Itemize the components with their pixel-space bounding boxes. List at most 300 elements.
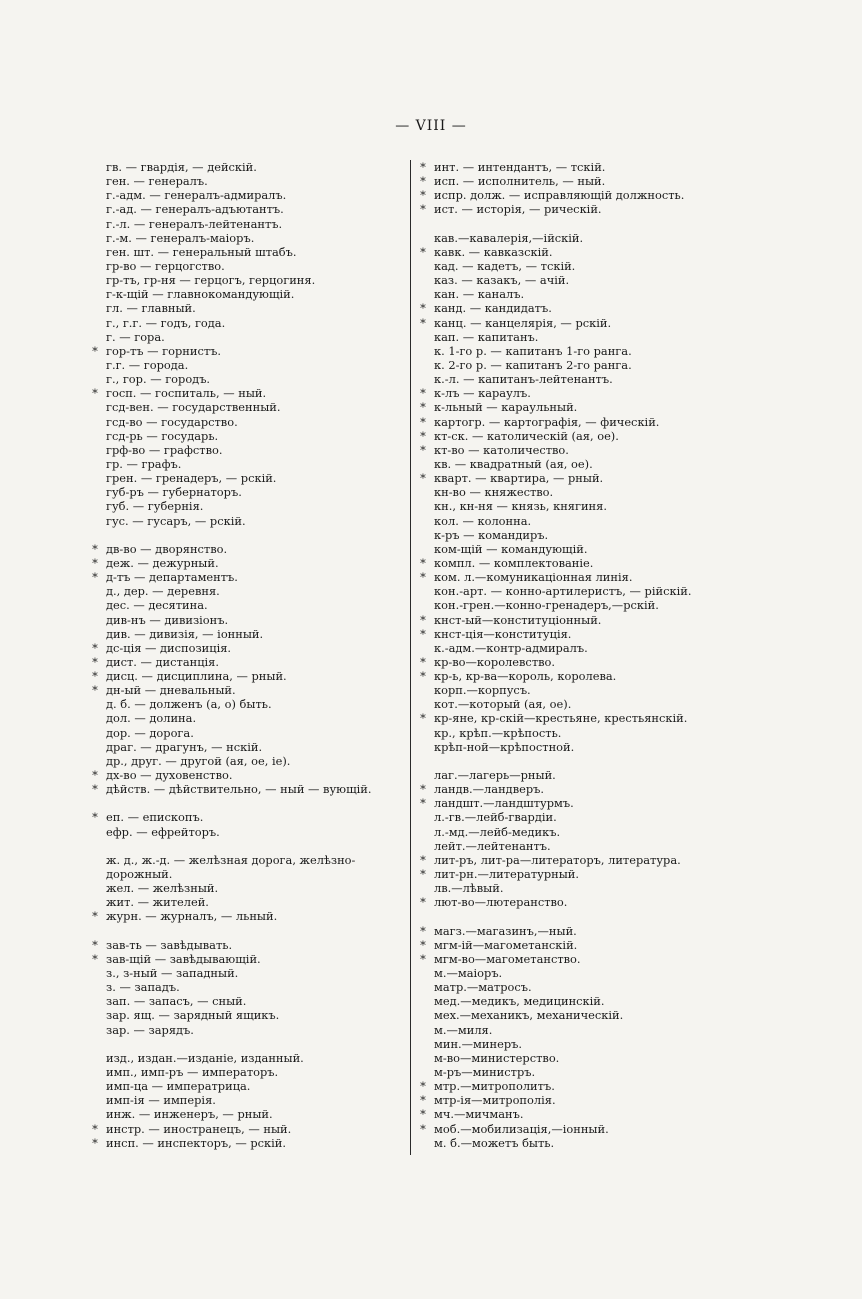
asterisk-marker: * bbox=[92, 909, 98, 924]
entry-text: ген. шт. — генеральный штабъ. bbox=[106, 244, 297, 259]
asterisk-marker: * bbox=[92, 669, 98, 684]
asterisk-marker: * bbox=[92, 782, 98, 797]
abbreviation-entry bbox=[88, 952, 406, 966]
entry-text: к-лъ — караулъ. bbox=[434, 386, 531, 401]
abbreviation-entry bbox=[416, 485, 716, 499]
abbreviation-entry bbox=[88, 301, 406, 315]
entry-text: г-к-щій — главнокомандующій. bbox=[106, 287, 295, 302]
entry-text: г.-ад. — генералъ-адъютантъ. bbox=[106, 202, 284, 217]
abbreviation-entry bbox=[88, 669, 406, 683]
abbreviation-entry bbox=[88, 174, 406, 188]
entry-text: инж. — инженеръ, — рный. bbox=[106, 1107, 273, 1122]
entry-text: ж. д., ж.-д. — желѣзная дорога, желѣзно-дорожный. bbox=[106, 852, 356, 882]
abbreviation-entry bbox=[416, 711, 716, 725]
asterisk-marker: * bbox=[420, 852, 426, 867]
abbreviation-entry bbox=[416, 1107, 716, 1121]
entry-text: мгм-во—магометанство. bbox=[434, 951, 581, 966]
entry-text: м.—маіоръ. bbox=[434, 966, 503, 981]
entry-text: к.-л. — капитанъ-лейтенантъ. bbox=[434, 372, 613, 387]
entry-text: жит. — жителей. bbox=[106, 895, 209, 910]
entry-text: испр. долж. — исправляющій должность. bbox=[434, 188, 685, 203]
abbreviation-entry bbox=[88, 641, 406, 655]
abbreviation-entry bbox=[416, 202, 716, 216]
abbreviation-entry bbox=[88, 754, 406, 768]
entry-text: гр. — графъ. bbox=[106, 456, 182, 471]
asterisk-marker: * bbox=[420, 400, 426, 415]
entry-text: к-льный — караульный. bbox=[434, 400, 578, 415]
abbreviation-entry bbox=[88, 1023, 406, 1037]
abbreviation-entry bbox=[416, 627, 716, 641]
asterisk-marker: * bbox=[420, 386, 426, 401]
abbreviation-entry bbox=[416, 782, 716, 796]
entry-text: ландв.—ландверъ. bbox=[434, 782, 545, 797]
abbreviation-entry bbox=[416, 301, 716, 315]
entry-text: мгм-ій—магометанскій. bbox=[434, 937, 578, 952]
entry-text: кот.—который (ая, ое). bbox=[434, 697, 572, 712]
entry-text: каз. — казакъ, — ачій. bbox=[434, 273, 570, 288]
abbreviation-entry bbox=[416, 1008, 716, 1022]
entry-text: гсд-во — государство. bbox=[106, 414, 238, 429]
entry-text: лейт.—лейтенантъ. bbox=[434, 838, 551, 853]
entry-text: дх-во — духовенство. bbox=[106, 768, 233, 783]
abbreviation-entry bbox=[416, 358, 716, 372]
abbreviation-entry bbox=[88, 1051, 406, 1065]
entry-text: гв. — гвардія, — дейскій. bbox=[106, 160, 257, 174]
asterisk-marker: * bbox=[92, 1121, 98, 1136]
abbreviation-entry bbox=[416, 825, 716, 839]
abbreviation-entry bbox=[88, 1122, 406, 1136]
abbreviation-entry bbox=[88, 457, 406, 471]
abbreviation-entry bbox=[88, 499, 406, 513]
abbreviation-entry bbox=[88, 938, 406, 952]
abbreviation-entry bbox=[416, 514, 716, 528]
entry-text: з., з-ный — западный. bbox=[106, 966, 239, 981]
asterisk-marker: * bbox=[420, 315, 426, 330]
right-column bbox=[416, 160, 716, 1150]
entry-text: жел. — желѣзный. bbox=[106, 881, 219, 896]
abbreviation-entry bbox=[416, 938, 716, 952]
abbreviation-entry bbox=[416, 613, 716, 627]
entry-text: д-тъ — департаментъ. bbox=[106, 570, 238, 585]
asterisk-marker: * bbox=[92, 654, 98, 669]
entry-text: м.—миля. bbox=[434, 1022, 493, 1037]
abbreviation-entry bbox=[416, 853, 716, 867]
abbreviation-entry bbox=[416, 796, 716, 810]
asterisk-marker: * bbox=[420, 669, 426, 684]
entry-text: инстр. — иностранецъ, — ный. bbox=[106, 1121, 292, 1136]
entry-text: ком. л.—комуникаціонная линія. bbox=[434, 570, 633, 585]
asterisk-marker: * bbox=[420, 471, 426, 486]
abbreviation-entry bbox=[88, 726, 406, 740]
entry-text: гсд-рь — государь. bbox=[106, 428, 219, 443]
abbreviation-entry bbox=[88, 655, 406, 669]
abbreviation-entry bbox=[88, 415, 406, 429]
abbreviation-entry bbox=[88, 980, 406, 994]
entry-text: кт-ск. — католическій (ая, ое). bbox=[434, 428, 619, 443]
abbreviation-entry bbox=[88, 485, 406, 499]
entry-text: кавк. — кавказскій. bbox=[434, 244, 553, 259]
entry-text: госп. — госпиталь, — ный. bbox=[106, 386, 267, 401]
entry-text: дѣйств. — дѣйствительно, — ный — вующій. bbox=[106, 782, 372, 797]
abbreviation-entry bbox=[88, 443, 406, 457]
entry-text: канц. — канцелярія, — рскій. bbox=[434, 315, 612, 330]
entry-text: дор. — дорога. bbox=[106, 725, 194, 740]
entry-text: дн-ый — дневальный. bbox=[106, 683, 236, 698]
entry-text: грф-во — графство. bbox=[106, 442, 223, 457]
entry-text: гл. — главный. bbox=[106, 301, 196, 316]
abbreviation-entry bbox=[88, 386, 406, 400]
entry-text: моб.—мобилизація,—іонный. bbox=[434, 1121, 609, 1136]
entry-text: г. — гора. bbox=[106, 329, 165, 344]
abbreviation-entry bbox=[416, 867, 716, 881]
entry-text: кап. — капитанъ. bbox=[434, 329, 539, 344]
asterisk-marker: * bbox=[92, 951, 98, 966]
abbreviation-entry bbox=[416, 400, 716, 414]
abbreviation-entry bbox=[88, 542, 406, 556]
abbreviation-entry bbox=[416, 697, 716, 711]
abbreviation-entry bbox=[416, 1037, 716, 1051]
entry-text: исп. — исполнитель, — ный. bbox=[434, 174, 606, 189]
abbreviation-entry bbox=[88, 1079, 406, 1093]
entry-text: д. б. — долженъ (а, о) быть. bbox=[106, 697, 272, 712]
entry-text: дол. — долина. bbox=[106, 711, 197, 726]
entry-text: мтр.—митрополитъ. bbox=[434, 1079, 555, 1094]
abbreviation-entry bbox=[88, 514, 406, 528]
entry-text: лют-во—лютеранство. bbox=[434, 895, 568, 910]
entry-text: инт. — интендантъ, — тскій. bbox=[434, 160, 606, 174]
entry-text: кад. — кадетъ, — тскій. bbox=[434, 258, 576, 273]
abbreviation-entry bbox=[88, 895, 406, 909]
entry-text: матр.—матросъ. bbox=[434, 980, 532, 995]
left-column bbox=[88, 160, 406, 1150]
entry-text: деж. — дежурный. bbox=[106, 555, 219, 570]
asterisk-marker: * bbox=[420, 570, 426, 585]
asterisk-marker: * bbox=[92, 768, 98, 783]
entry-text: к.-адм.—контр-адмиралъ. bbox=[434, 640, 588, 655]
abbreviation-entry bbox=[416, 683, 716, 697]
entry-text: имп-ца — императрица. bbox=[106, 1079, 251, 1094]
abbreviation-entry bbox=[416, 924, 716, 938]
asterisk-marker: * bbox=[420, 202, 426, 217]
entry-text: зав-ть — завѣдывать. bbox=[106, 937, 233, 952]
abbreviation-entry bbox=[416, 174, 716, 188]
abbreviation-entry bbox=[416, 655, 716, 669]
asterisk-marker: * bbox=[92, 937, 98, 952]
abbreviation-entry bbox=[416, 641, 716, 655]
entry-text: канд. — кандидатъ. bbox=[434, 301, 552, 316]
entry-text: мтр-ія—митрополія. bbox=[434, 1093, 556, 1108]
entry-text: лв.—лѣвый. bbox=[434, 881, 504, 896]
abbreviation-entry bbox=[416, 188, 716, 202]
entry-text: изд., издан.—изданіе, изданный. bbox=[106, 1050, 304, 1065]
entry-text: к-ръ — командиръ. bbox=[434, 527, 549, 542]
entry-text: кнст-ый—конституціонный. bbox=[434, 612, 602, 627]
entry-text: г.-м. — генералъ-маіоръ. bbox=[106, 230, 255, 245]
entry-text: ефр. — ефрейторъ. bbox=[106, 824, 220, 839]
abbreviation-entry bbox=[416, 994, 716, 1008]
abbreviation-entry bbox=[88, 358, 406, 372]
abbreviation-entry bbox=[416, 980, 716, 994]
entry-text: д., дер. — деревня. bbox=[106, 584, 220, 599]
asterisk-marker: * bbox=[420, 626, 426, 641]
entry-text: ист. — исторія, — рическій. bbox=[434, 202, 602, 217]
abbreviation-entry bbox=[88, 400, 406, 414]
entry-text: кр-ь, кр-ва—король, королева. bbox=[434, 669, 617, 684]
abbreviation-entry bbox=[88, 1008, 406, 1022]
abbreviation-entry bbox=[88, 1065, 406, 1079]
asterisk-marker: * bbox=[420, 442, 426, 457]
entry-text: грен. — гренадеръ, — рскій. bbox=[106, 471, 277, 486]
abbreviation-entry bbox=[416, 231, 716, 245]
entry-text: кн., кн-ня — князь, княгиня. bbox=[434, 499, 607, 514]
asterisk-marker: * bbox=[420, 782, 426, 797]
asterisk-marker: * bbox=[92, 343, 98, 358]
abbreviation-entry bbox=[416, 966, 716, 980]
entry-text: кн-во — княжество. bbox=[434, 485, 554, 500]
entry-text: к. 1-го р. — капитанъ 1-го ранга. bbox=[434, 343, 632, 358]
abbreviation-entry bbox=[416, 740, 716, 754]
asterisk-marker: * bbox=[92, 570, 98, 585]
abbreviation-entry bbox=[416, 160, 716, 174]
entry-text: г.г. — города. bbox=[106, 357, 189, 372]
asterisk-marker: * bbox=[420, 555, 426, 570]
abbreviation-entry bbox=[416, 1136, 716, 1150]
entry-text: корп.—корпусъ. bbox=[434, 683, 531, 698]
entry-text: гор-тъ — горнистъ. bbox=[106, 343, 221, 358]
abbreviation-entry bbox=[88, 330, 406, 344]
asterisk-marker: * bbox=[420, 796, 426, 811]
abbreviation-entry bbox=[416, 415, 716, 429]
abbreviation-entry bbox=[416, 471, 716, 485]
abbreviation-entry bbox=[88, 768, 406, 782]
abbreviation-entry bbox=[88, 287, 406, 301]
abbreviation-entry bbox=[416, 528, 716, 542]
entry-text: мед.—медикъ, медицинскій. bbox=[434, 994, 605, 1009]
entry-text: м-во—министерство. bbox=[434, 1050, 560, 1065]
asterisk-marker: * bbox=[92, 810, 98, 825]
asterisk-marker: * bbox=[420, 1121, 426, 1136]
column-divider bbox=[410, 160, 411, 1155]
entry-text: див. — дивизія, — іонный. bbox=[106, 626, 264, 641]
entry-text: гсд-вен. — государственный. bbox=[106, 400, 281, 415]
abbreviation-entry bbox=[88, 711, 406, 725]
abbreviation-entry bbox=[88, 188, 406, 202]
abbreviation-entry bbox=[416, 810, 716, 824]
abbreviation-entry bbox=[88, 1093, 406, 1107]
entry-text: имп., имп-ръ — императоръ. bbox=[106, 1065, 279, 1080]
abbreviation-entry bbox=[88, 231, 406, 245]
abbreviation-entry bbox=[88, 683, 406, 697]
entry-text: м-ръ—министръ. bbox=[434, 1065, 536, 1079]
abbreviation-entry bbox=[416, 542, 716, 556]
asterisk-marker: * bbox=[92, 555, 98, 570]
abbreviation-entry bbox=[416, 895, 716, 909]
entry-text: кан. — каналъ. bbox=[434, 287, 525, 302]
abbreviation-entry bbox=[88, 160, 406, 174]
asterisk-marker: * bbox=[420, 654, 426, 669]
entry-text: драг. — драгунъ, — нскій. bbox=[106, 739, 263, 754]
entry-text: кон.-грен.—конно-гренадеръ,—рскій. bbox=[434, 598, 659, 613]
abbreviation-entry bbox=[88, 782, 406, 796]
entry-text: еп. — епископъ. bbox=[106, 810, 204, 825]
abbreviation-entry bbox=[88, 1136, 406, 1150]
entry-text: имп-ія — имперія. bbox=[106, 1093, 216, 1108]
abbreviation-entry bbox=[416, 344, 716, 358]
entry-text: м. б.—можетъ быть. bbox=[434, 1135, 555, 1150]
asterisk-marker: * bbox=[420, 867, 426, 882]
entry-text: др., друг. — другой (ая, ое, іе). bbox=[106, 753, 291, 768]
abbreviation-entry bbox=[88, 273, 406, 287]
page-number: — VIII — bbox=[395, 118, 467, 134]
asterisk-marker: * bbox=[420, 895, 426, 910]
entry-text: кол. — колонна. bbox=[434, 513, 532, 528]
entry-text: з. — западъ. bbox=[106, 980, 180, 995]
entry-text: мех.—механикъ, механическій. bbox=[434, 1008, 624, 1023]
asterisk-marker: * bbox=[420, 160, 426, 174]
entry-text: кр-во—королевство. bbox=[434, 654, 556, 669]
asterisk-marker: * bbox=[420, 174, 426, 189]
abbreviation-entry bbox=[88, 217, 406, 231]
abbreviation-entry bbox=[416, 499, 716, 513]
abbreviation-entry bbox=[88, 881, 406, 895]
entry-text: лит-ръ, лит-ра—литераторъ, литература. bbox=[434, 852, 681, 867]
entry-text: кр-яне, кр-скій—крестьяне, крестьянскій. bbox=[434, 711, 688, 726]
abbreviation-entry bbox=[416, 881, 716, 895]
entry-text: г.-адм. — генералъ-адмиралъ. bbox=[106, 188, 287, 203]
entry-text: картогр. — картографія, — фическій. bbox=[434, 414, 660, 429]
abbreviation-entry bbox=[88, 471, 406, 485]
abbreviation-entry bbox=[88, 259, 406, 273]
abbreviation-entry bbox=[416, 598, 716, 612]
abbreviation-entry bbox=[416, 952, 716, 966]
entry-text: л.-гв.—лейб-гвардіи. bbox=[434, 810, 557, 825]
abbreviation-entry bbox=[88, 909, 406, 923]
abbreviation-entry bbox=[416, 287, 716, 301]
entry-text: г.-л. — генералъ-лейтенантъ. bbox=[106, 216, 283, 231]
asterisk-marker: * bbox=[420, 711, 426, 726]
abbreviation-entry bbox=[88, 966, 406, 980]
asterisk-marker: * bbox=[420, 188, 426, 203]
abbreviation-entry bbox=[416, 768, 716, 782]
abbreviation-entry bbox=[416, 259, 716, 273]
entry-text: губ. — губернія. bbox=[106, 499, 204, 514]
asterisk-marker: * bbox=[420, 951, 426, 966]
entry-text: г., гор. — городъ. bbox=[106, 372, 211, 387]
entry-text: зар. ящ. — зарядный ящикъ. bbox=[106, 1008, 280, 1023]
abbreviation-entry bbox=[88, 810, 406, 824]
entry-text: мч.—мичманъ. bbox=[434, 1107, 524, 1122]
entry-text: гр-тъ, гр-ня — герцогъ, герцогиня. bbox=[106, 273, 316, 288]
abbreviation-entry bbox=[416, 1093, 716, 1107]
entry-text: ген. — генералъ. bbox=[106, 174, 208, 189]
asterisk-marker: * bbox=[92, 541, 98, 556]
abbreviation-entry bbox=[88, 344, 406, 358]
abbreviation-entry bbox=[88, 825, 406, 839]
entry-text: зав-щій — завѣдывающій. bbox=[106, 951, 261, 966]
entry-text: ком-щій — командующій. bbox=[434, 541, 588, 556]
entry-text: гр-во — герцогство. bbox=[106, 258, 225, 273]
asterisk-marker: * bbox=[420, 244, 426, 259]
asterisk-marker: * bbox=[420, 428, 426, 443]
asterisk-marker: * bbox=[420, 1093, 426, 1108]
abbreviation-entry bbox=[416, 1122, 716, 1136]
entry-text: дист. — дистанція. bbox=[106, 654, 219, 669]
abbreviation-entry bbox=[88, 316, 406, 330]
entry-text: мин.—минеръ. bbox=[434, 1036, 522, 1051]
entry-text: к. 2-го р. — капитанъ 2-го ранга. bbox=[434, 357, 632, 372]
abbreviation-entry bbox=[88, 740, 406, 754]
abbreviation-entry bbox=[416, 839, 716, 853]
entry-text: ландшт.—ландштурмъ. bbox=[434, 796, 574, 811]
entry-text: инсп. — инспекторъ, — рскій. bbox=[106, 1135, 287, 1150]
abbreviation-entry bbox=[88, 598, 406, 612]
asterisk-marker: * bbox=[420, 301, 426, 316]
abbreviation-entry bbox=[88, 627, 406, 641]
entry-text: кнст-ція—конституція. bbox=[434, 626, 572, 641]
entry-text: л.-мд.—лейб-медикъ. bbox=[434, 824, 561, 839]
entry-text: дс-ція — диспозиція. bbox=[106, 640, 232, 655]
asterisk-marker: * bbox=[420, 923, 426, 938]
abbreviation-entry bbox=[416, 429, 716, 443]
asterisk-marker: * bbox=[420, 1079, 426, 1094]
abbreviation-entry bbox=[416, 556, 716, 570]
asterisk-marker: * bbox=[92, 1135, 98, 1150]
asterisk-marker: * bbox=[420, 414, 426, 429]
abbreviation-entry bbox=[88, 245, 406, 259]
asterisk-marker: * bbox=[420, 937, 426, 952]
entry-text: г., г.г. — годъ, года. bbox=[106, 315, 226, 330]
abbreviation-entry bbox=[416, 570, 716, 584]
abbreviation-entry bbox=[416, 584, 716, 598]
abbreviation-entry bbox=[88, 556, 406, 570]
entry-text: див-нъ — дивизіонъ. bbox=[106, 612, 229, 627]
entry-text: дисц. — дисциплина, — рный. bbox=[106, 669, 287, 684]
entry-text: магз.—магазинъ,—ный. bbox=[434, 923, 577, 938]
abbreviation-entry bbox=[88, 1107, 406, 1121]
entry-text: лаг.—лагерь—рный. bbox=[434, 768, 556, 783]
entry-text: кон.-арт. — конно-артилеристъ, — рійскій. bbox=[434, 584, 692, 599]
entry-text: гус. — гусаръ, — рскій. bbox=[106, 513, 246, 528]
asterisk-marker: * bbox=[420, 612, 426, 627]
asterisk-marker: * bbox=[92, 640, 98, 655]
entry-text: дв-во — дворянство. bbox=[106, 541, 228, 556]
abbreviation-entry bbox=[416, 1065, 716, 1079]
abbreviation-entry bbox=[416, 372, 716, 386]
entry-text: зап. — запасъ, — сный. bbox=[106, 994, 247, 1009]
abbreviation-entry bbox=[88, 429, 406, 443]
entry-text: кв. — квадратный (ая, ое). bbox=[434, 456, 593, 471]
abbreviation-entry bbox=[88, 584, 406, 598]
abbreviation-entry bbox=[416, 443, 716, 457]
entry-text: кварт. — квартира, — рный. bbox=[434, 471, 604, 486]
asterisk-marker: * bbox=[92, 683, 98, 698]
abbreviation-entry bbox=[416, 1051, 716, 1065]
abbreviation-entry bbox=[88, 372, 406, 386]
abbreviation-entry bbox=[416, 457, 716, 471]
entry-text: губ-ръ — губернаторъ. bbox=[106, 485, 242, 500]
abbreviation-entry bbox=[416, 669, 716, 683]
entry-text: кав.—кавалерія,—ійскій. bbox=[434, 230, 584, 245]
abbreviation-entry bbox=[88, 697, 406, 711]
entry-text: журн. — журналъ, — льный. bbox=[106, 909, 278, 924]
abbreviation-entry bbox=[416, 330, 716, 344]
abbreviation-entry bbox=[88, 570, 406, 584]
abbreviation-entry bbox=[416, 726, 716, 740]
abbreviation-entry bbox=[416, 386, 716, 400]
abbreviation-entry bbox=[88, 994, 406, 1008]
entry-text: кр., крѣп.—крѣпость. bbox=[434, 725, 562, 740]
abbreviation-entry bbox=[416, 245, 716, 259]
